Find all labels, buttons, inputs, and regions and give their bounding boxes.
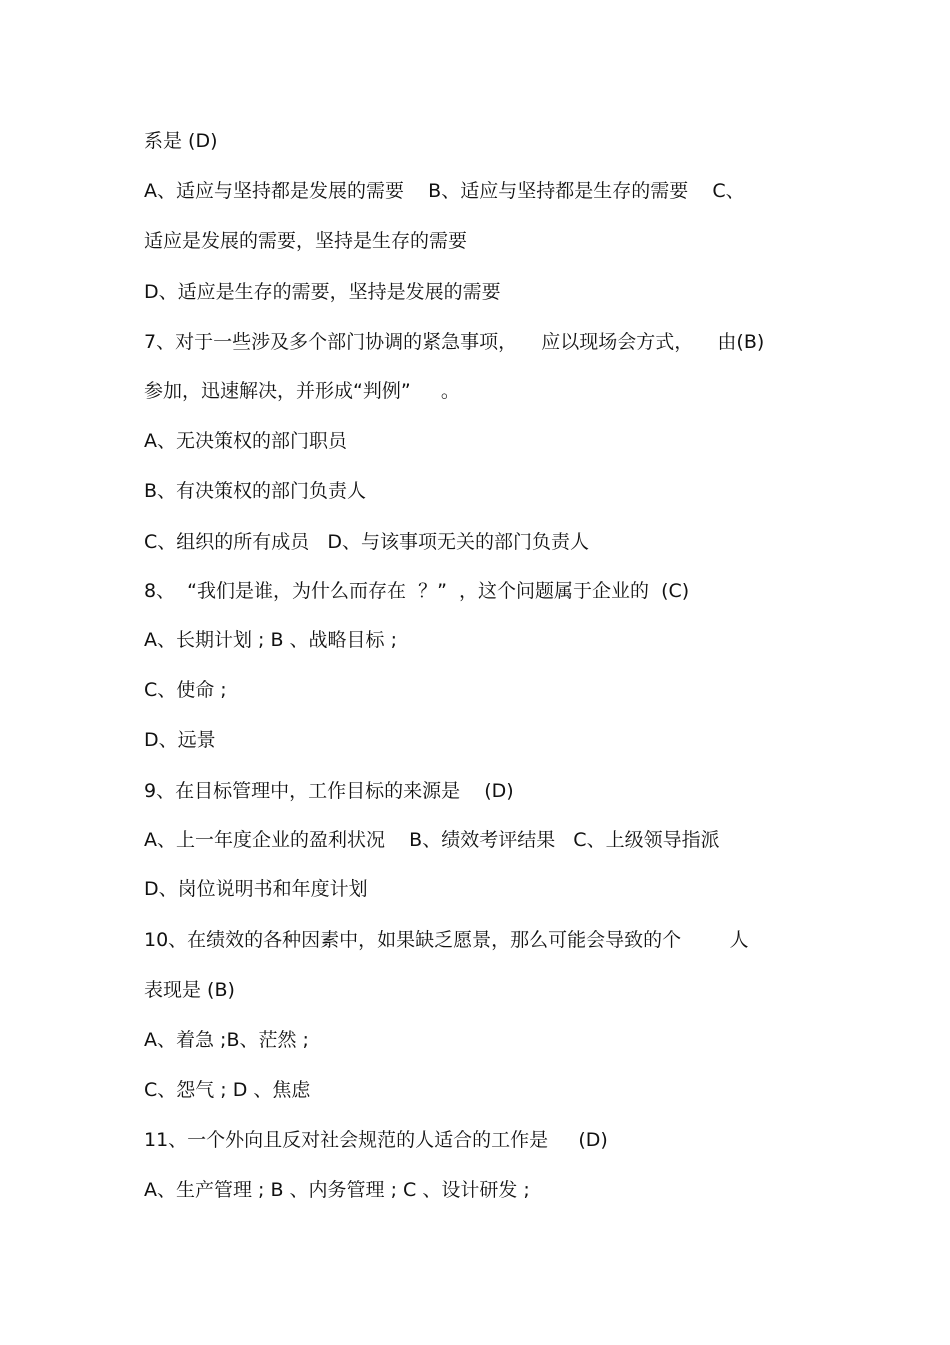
text-line: C、组织的所有成员 D、与该事项无关的部门负责人 xyxy=(144,531,590,553)
text-line: 系是 (D) xyxy=(144,130,218,152)
text-line: 7、对于一些涉及多个部门协调的紧急事项， 应以现场会方式， 由(B) xyxy=(144,331,765,353)
text-line: 8、 “我们是谁，为什么而存在 ？” ，这个问题属于企业的 (C) xyxy=(144,580,690,602)
text-line: A、无决策权的部门职员 xyxy=(144,430,347,452)
text-line: C、怨气 ; D 、焦虑 xyxy=(144,1079,311,1101)
text-line: D、适应是生存的需要，坚持是发展的需要 xyxy=(144,281,501,303)
text-line: 9、在目标管理中，工作目标的来源是 (D) xyxy=(144,780,514,802)
text-line: 表现是 (B) xyxy=(144,979,235,1001)
text-line: A、适应与坚持都是发展的需要 B、适应与坚持都是生存的需要 C、 xyxy=(144,180,745,202)
text-line: A、着急 ;B、茫然 ; xyxy=(144,1029,309,1051)
text-line: A、上一年度企业的盈利状况 B、绩效考评结果 C、上级领导指派 xyxy=(144,829,720,851)
text-line: 适应是发展的需要，坚持是生存的需要 xyxy=(144,230,468,252)
text-line: 11、一个外向且反对社会规范的人适合的工作是 (D) xyxy=(144,1129,608,1151)
text-line: A、生产管理 ; B 、内务管理 ; C 、设计研发 ; xyxy=(144,1179,530,1201)
text-line: D、远景 xyxy=(144,729,216,751)
text-line: 参加，迅速解决，并形成“判例” 。 xyxy=(144,380,460,402)
text-line: A、长期计划 ; B 、战略目标 ; xyxy=(144,629,397,651)
text-line: C、使命 ; xyxy=(144,679,227,701)
text-line: B、有决策权的部门负责人 xyxy=(144,480,367,502)
text-line: 10、在绩效的各种因素中，如果缺乏愿景，那么可能会导致的个 人 xyxy=(144,929,749,951)
text-line: D、岗位说明书和年度计划 xyxy=(144,878,368,900)
